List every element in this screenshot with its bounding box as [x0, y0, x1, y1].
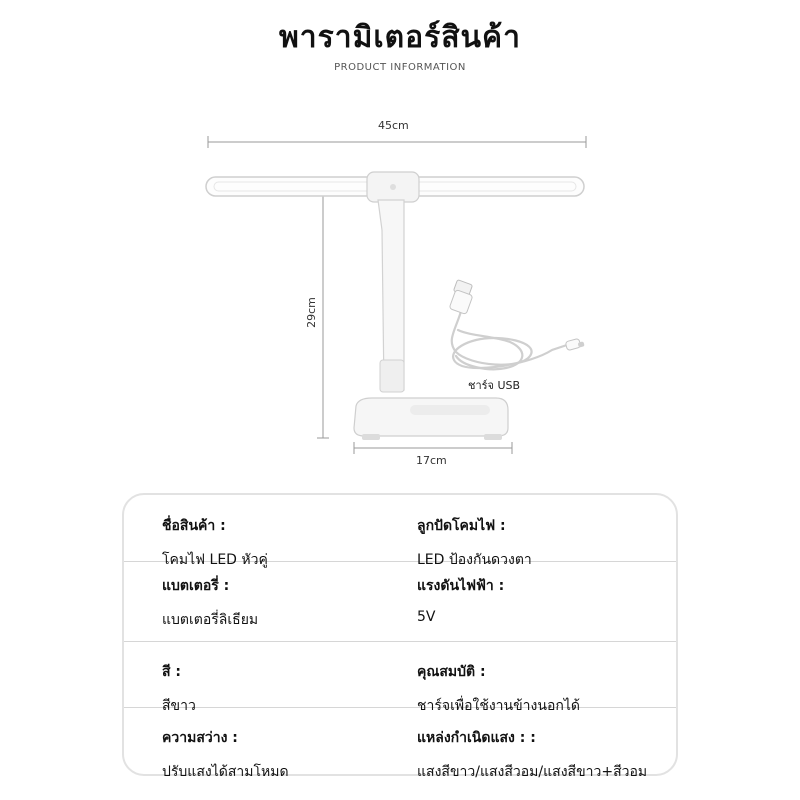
voltage-label: แรงดันไฟฟ้า :: [417, 578, 505, 594]
page-subtitle: PRODUCT INFORMATION: [334, 62, 466, 73]
spec-card: [122, 493, 678, 780]
lamp-base: [354, 398, 508, 436]
spec-row: [124, 575, 676, 642]
voltage-value: 5V: [417, 609, 436, 625]
battery-label: แบตเตอรี่ :: [162, 578, 230, 594]
height-label: 29cm: [304, 297, 318, 328]
page-title: พารามิเตอร์สินค้า: [279, 20, 521, 55]
light-source-label: แหล่งกำเนิดแสง : :: [417, 730, 536, 746]
usb-charge-label: ชาร์จ USB: [468, 379, 521, 392]
product-name-label: ชื่อสินค้า :: [162, 518, 226, 534]
features-label: คุณสมบัติ :: [417, 664, 486, 680]
color-value: สีขาว: [162, 698, 196, 714]
width-dimension-line: [208, 136, 586, 148]
usb-cable: [452, 308, 570, 369]
spec-row: [124, 641, 676, 714]
features-value: ชาร์จเพื่อใช้งานข้างนอกได้: [417, 698, 580, 714]
usb-c-plug-icon: [565, 338, 584, 350]
width-label: 45cm: [378, 119, 409, 132]
color-label: สี :: [162, 664, 182, 680]
lamp-beads-label: ลูกปัดโคมไฟ :: [417, 518, 506, 534]
base-label: 17cm: [416, 454, 447, 467]
base-dimension-line: [354, 442, 512, 454]
spec-row: [124, 495, 676, 568]
product-name-value: โคมไฟ LED หัวคู่: [162, 552, 268, 568]
light-source-value: แสงสีขาว/แสงสีวอม/แสงสีขาว+สีวอม: [417, 764, 648, 780]
battery-value: แบตเตอรี่ลิเธียม: [162, 612, 259, 628]
brightness-value: ปรับแสงได้สามโหมด: [162, 764, 289, 780]
usb-a-plug-icon: [449, 280, 473, 315]
brightness-label: ความสว่าง :: [162, 730, 238, 746]
height-dimension-line: [317, 195, 329, 438]
lamp-beads-value: LED ป้องกันดวงตา: [417, 552, 532, 568]
spec-row: [124, 707, 676, 780]
